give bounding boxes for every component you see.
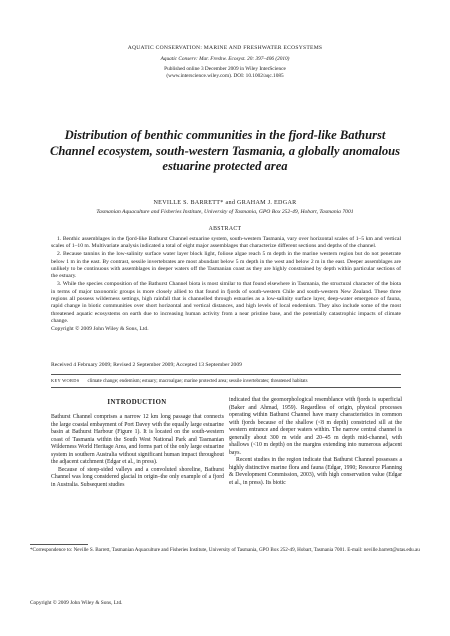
divider-bottom (51, 387, 401, 388)
abstract-body (51, 236, 401, 334)
abstract-paragraph: 1. Benthic assemblages in the fjord-like Bathurst Channel estuarine system, south-western Tasmania, vary over horizontal scales of 1–5 km and vertical scales of 1–10 m. Multivariate analysis indicated a total of eight major assemblages that characterize different sections and depths of the channel. (51, 236, 401, 250)
authors: NEVILLE S. BARRETT* and GRAHAM J. EDGAR (153, 200, 297, 206)
keywords-text: climate change; endemism; estuary; macroalgae; marine protected area; sessile invertebrates; threatened habitats (87, 379, 308, 384)
title-line: Distribution of benthic communities in the fjord-like Bathurst (64, 128, 386, 142)
doi-info: (www.interscience.wiley.com). DOI: 10.1002/aqc.1085 (166, 73, 284, 79)
introduction-left-column (51, 414, 224, 489)
title-line: estuarine protected area (162, 159, 288, 173)
footnote-rule (30, 544, 88, 545)
abstract-paragraph: 3. While the species composition of the Bathurst Channel biota is most similar to that found elsewhere in Tasmania, the structural character of the biota in terms of major taxonomic groups is more closely allied to that found in fjords of south-western Chile and south-western New Zealand. These three regions all possess wilderness settings, high rainfall that is channelled through estuaries as a low-salinity surface layer, deep-water emergence of fauna, rapid change in biotic communities over short horizontal and vertical distances, and high levels of local endemism. They also include some of the most threatened aquatic ecosystems on earth due to increasing human activity from a near pristine base, and the potentially catastrophic impacts of climate change. (51, 281, 401, 324)
keywords (51, 378, 407, 384)
keywords-label: KEY WORDS (51, 378, 80, 383)
body-paragraph: Bathurst Channel comprises a narrow 12 km long passage that connects the large coastal embayment of Port Davey with the equally large estuarine basin at Bathurst Harbour (Figure 1). It is located on the south-western coast of Tasmania within the South West National Park and Tasmanian Wilderness World Heritage Area, and forms part of the only large estuarine system in southern Australia without significant human impact throughout the adjacent catchment (Edgar et al., in press). (51, 414, 224, 466)
introduction-heading: INTRODUCTION (107, 399, 167, 406)
page-footer: Copyright © 2009 John Wiley & Sons, Ltd. (30, 600, 123, 606)
body-paragraph: Because of steep-sided valleys and a convoluted shoreline, Bathurst Channel was long considered glacial in origin–the only example of a fjord in Australia. Subsequent studies (51, 466, 224, 488)
publication-info: Published online 3 December 2009 in Wiley InterScience (164, 66, 286, 72)
journal-citation: Aquatic Conserv: Mar. Freshw. Ecosyst. 20: 397–406 (2010) (160, 56, 290, 62)
title-line: Channel ecosystem, south-western Tasmania, a globally anomalous (49, 143, 401, 158)
body-paragraph: Recent studies in the region indicate that Bathurst Channel possesses a highly distinctive marine flora and fauna (Edgar, 1990; Resource Planning & Development Commission, 2003), with high conservation value (Edgar et al., in press). Its biotic (229, 457, 402, 487)
abstract-heading: ABSTRACT (208, 226, 242, 232)
abstract-copyright: Copyright © 2009 John Wiley & Sons, Ltd. (51, 325, 149, 332)
received-dates: Received 4 February 2009; Revised 2 September 2009; Accepted 13 September 2009 (51, 362, 242, 368)
journal-name: AQUATIC CONSERVATION: MARINE AND FRESHWATER ECOSYSTEMS (127, 45, 323, 51)
affiliation: Tasmanian Aquaculture and Fisheries Institute, University of Tasmania, GPO Box 252-49, Hobart, Tasmania 7001 (96, 209, 354, 215)
body-paragraph: indicated that the geomorphological resemblance with fjords is superficial (Baker and Ahmad, 1959). Regardless of origin, physical processes operating within Bathurst Channel have many characteristics in common with fjords because of the shallow (<8 m depth) constricted sill at the western entrance and deeper waters within. The narrow central channel is generally about 300 m wide and 20–45 m depth mid-channel, with shallows (<10 m depth) on the margins extending into numerous adjacent bays. (229, 397, 402, 456)
divider-top (51, 374, 401, 375)
abstract-paragraph: 2. Because tannins in the low-salinity surface water layer block light, foliose algae reach 5 m depth in the marine western region but do not penetrate below 1 m in the east. By contrast, sessile invertebrates are most abundant below 5 m depth in the west and below 2 m in the east. Deeper assemblages are unlikely to be continuous with assemblages in deeper waters off the Tasmanian coast as they are highly constrained by depth within particular sections of the estuary. (51, 251, 401, 280)
correspondence-footnote: *Correspondence to: Neville S. Barrett, Tasmanian Aquaculture and Fisheries Institute, University of Tasmania, GPO Box 252-49, Hobart, Tasmania 7001. E-mail: neville.barrett@utas.edu.au (30, 547, 420, 553)
introduction-right-column (229, 397, 402, 488)
paper-title (30, 128, 420, 175)
